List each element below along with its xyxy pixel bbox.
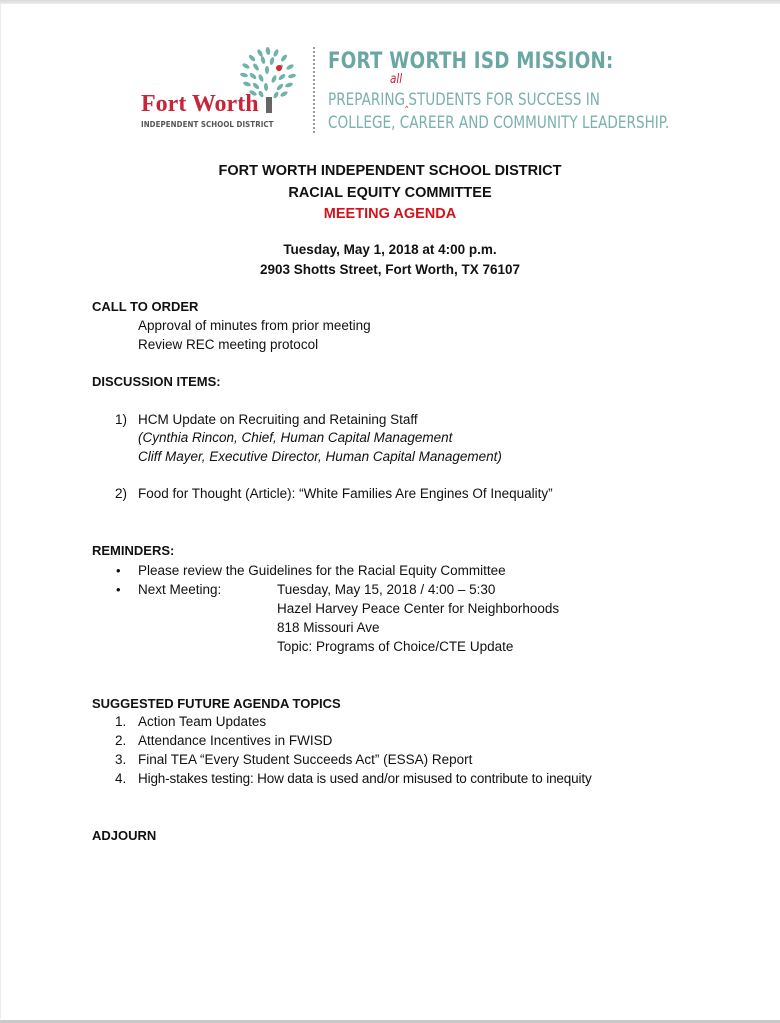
logo-wordmark: Fort Worth [141,91,259,117]
discussion-item-number: 1) [115,412,128,427]
reminder-item: Please review the Guidelines for the Racial Equity Committee [138,563,506,578]
document-title: MEETING AGENDA [323,206,457,222]
future-topic-number: 1. [115,714,127,729]
next-meeting-place: Hazel Harvey Peace Center for Neighborhoods [277,601,560,616]
future-topic-text: Action Team Updates [138,714,267,729]
future-topic-text: High-stakes testing: How data is used and/or misused to contribute to inequity [138,771,592,786]
discussion-item-presenter: Cliff Mayer, Executive Director, Human Capital Management) [138,449,502,464]
mission-line-1a: PREPARING [328,90,406,110]
next-meeting-address: 818 Missouri Ave [277,620,380,635]
future-topic-number: 3. [115,752,127,767]
apple-icon [276,65,282,71]
adjourn-heading: ADJOURN [92,828,157,843]
call-to-order-item: Approval of minutes from prior meeting [138,318,371,333]
logo-divider [313,47,315,133]
meeting-date: Tuesday, May 1, 2018 at 4:00 p.m. [283,242,497,257]
committee-heading: RACIAL EQUITY COMMITTEE [288,185,492,201]
discussion-item-presenter: (Cynthia Rincon, Chief, Human Capital Management [138,430,453,445]
next-meeting-label: Next Meeting: [138,582,222,597]
next-meeting-topic: Topic: Programs of Choice/CTE Update [277,639,514,654]
mission-line-1 [328,90,600,110]
future-topic-text: Final TEA “Every Student Succeeds Act” (ESSA) Report [138,752,473,767]
future-topic-number: 2. [115,733,127,748]
next-meeting-date: Tuesday, May 15, 2018 / 4:00 – 5:30 [277,582,496,597]
mission-line-1b: STUDENTS FOR SUCCESS IN [408,90,600,110]
call-to-order-heading: CALL TO ORDER [92,299,199,314]
call-to-order-item: Review REC meeting protocol [138,337,319,352]
future-topics-heading: SUGGESTED FUTURE AGENDA TOPICS [92,696,341,711]
reminders-heading: REMINDERS: [92,543,175,558]
future-topic-text: Attendance Incentives in FWISD [138,733,333,748]
discussion-item-text: HCM Update on Recruiting and Retaining Staff [138,412,418,427]
mission-title: FORT WORTH ISD MISSION: [328,49,614,74]
future-topic-number: 4. [115,771,127,786]
bullet-icon: • [116,582,121,597]
caret-mark-icon: ‸ [405,94,409,108]
meeting-address: 2903 Shotts Street, Fort Worth, TX 76107 [259,262,521,277]
discussion-heading: DISCUSSION ITEMS: [92,374,221,389]
mission-insert-all: all [390,72,403,87]
mission-line-2: COLLEGE, CAREER AND COMMUNITY LEADERSHIP. [328,113,670,133]
discussion-item-text: Food for Thought (Article): “White Families Are Engines Of Inequality” [138,486,553,501]
district-heading: FORT WORTH INDEPENDENT SCHOOL DISTRICT [218,163,562,179]
discussion-item-number: 2) [115,486,128,501]
bullet-icon: • [116,563,121,578]
logo-subtitle: INDEPENDENT SCHOOL DISTRICT [141,119,274,129]
